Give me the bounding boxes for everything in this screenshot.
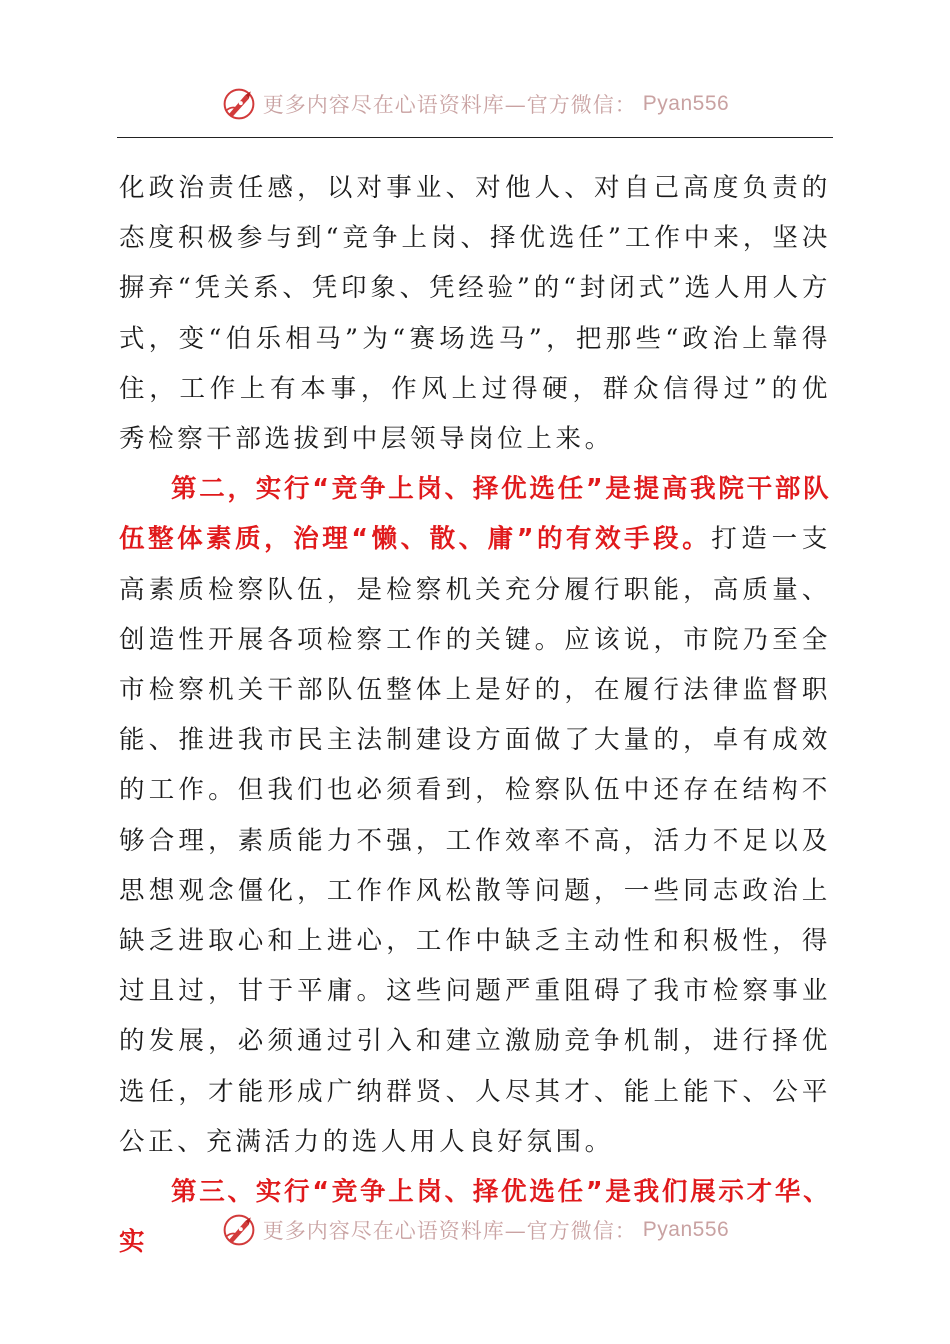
header-banner <box>221 86 729 122</box>
document-body <box>119 163 831 1267</box>
paragraph-2 <box>119 464 831 1167</box>
page-header <box>0 82 950 126</box>
paragraph-3-heading: 第三、实行“竞争上岗、择优选任”是我们展示才华、实 <box>119 1177 831 1258</box>
header-divider <box>117 137 833 138</box>
footer-banner-text: 更多内容尽在心语资料库—官方微信： <box>262 1219 637 1243</box>
footer-banner-id: Pyan556 <box>642 1218 730 1241</box>
paragraph-1 <box>119 163 831 464</box>
pen-nib-logo-icon <box>221 86 257 122</box>
paragraph-2-text: 打造一支高素质检察队伍，是检察机关充分履行职能，高质量、创造性开展各项检察工作的关键。应该说，市院乃至全市检察机关干部队伍整体上是好的，在履行法律监督职能、推进我市民主法制建设方面做了大量的，卓有成效的工作。但我们也必须看到，检察队伍中还存在结构不够合理，素质能力不强，工作效率不高，活力不足以及思想观念僵化，工作作风松散等问题，一些同志政治上缺乏进取心和上进心，工作中缺乏主动性和积极性，得过且过，甘于平庸。这些问题严重阻碍了我市检察事业的发展，必须通过引入和建立激励竞争机制，进行择优选任，才能形成广纳群贤、人尽其才、能上能下、公平公正、充满活力的选人用人良好氛围。 <box>119 524 831 1157</box>
header-banner-text: 更多内容尽在心语资料库—官方微信： <box>262 93 637 117</box>
footer-banner <box>221 1212 729 1248</box>
paragraph-2-heading: 第二，实行“竞争上岗、择优选任”是提高我院干部队伍整体素质，治理“懒、散、庸”的有效手段。 <box>119 474 831 555</box>
header-banner-id: Pyan556 <box>642 92 730 115</box>
pen-nib-logo-icon <box>221 1212 257 1248</box>
paragraph-1-text: 化政治责任感，以对事业、对他人、对自己高度负责的态度积极参与到“竞争上岗、择优选任”工作中来，坚决摒弃“凭关系、凭印象、凭经验”的“封闭式”选人用人方式，变“伯乐相马”为“赛场选马”，把那些“政治上靠得住，工作上有本事，作风上过得硬，群众信得过”的优秀检察干部选拔到中层领导岗位上来。 <box>119 173 832 455</box>
page-footer <box>0 1208 950 1252</box>
